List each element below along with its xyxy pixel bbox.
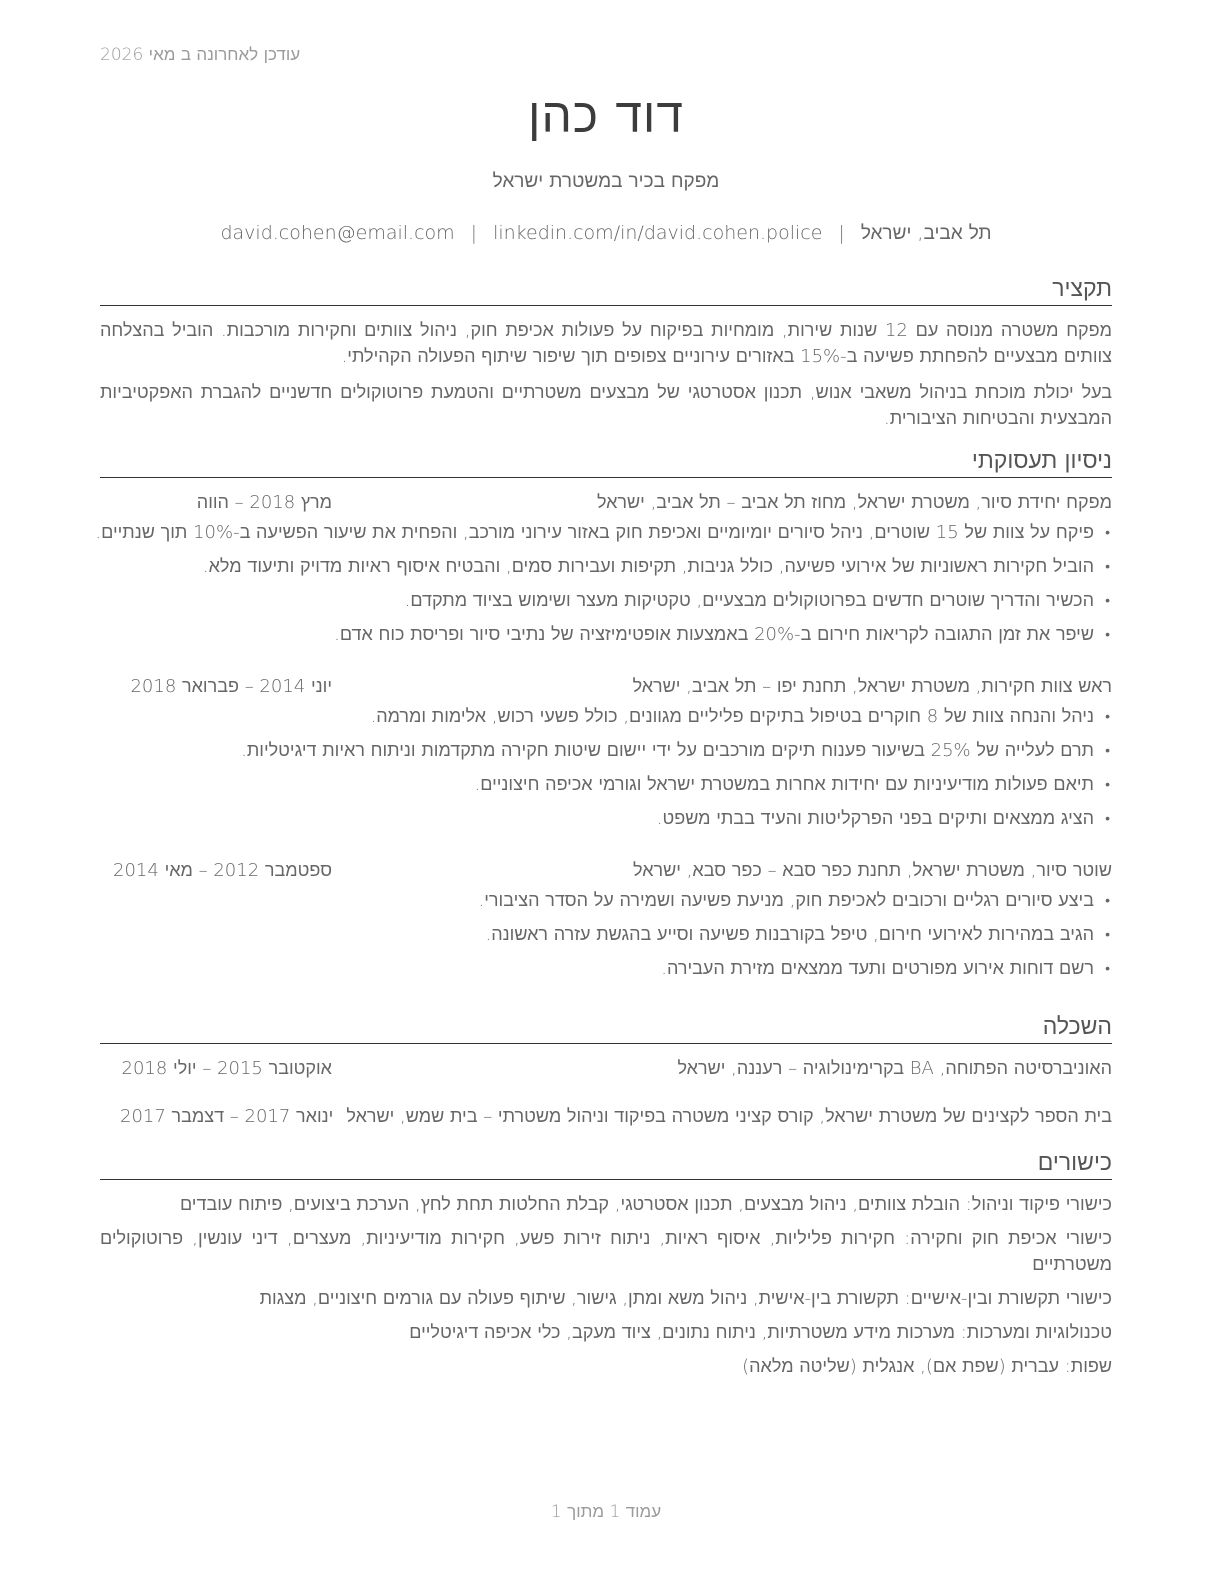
job-entry xyxy=(100,858,1112,982)
education-institution: בית הספר לקצינים של משטרת ישראל, קורס קציני משטרה בפיקוד וניהול משטרתי – בית שמש, ישראל xyxy=(346,1106,1112,1127)
experience-section xyxy=(95,447,1112,990)
bullet-text: הציג ממצאים ותיקים בפני הפרקליטות והעיד בבתי משפט. xyxy=(656,808,1094,829)
skills-section xyxy=(100,1149,1112,1388)
job-header xyxy=(100,674,1112,700)
candidate-name: דוד כהן xyxy=(527,88,684,144)
bullet-dot: • xyxy=(1105,709,1110,725)
bullet-dot: • xyxy=(1105,743,1110,759)
summary-heading: תקציר xyxy=(100,275,1112,306)
bullet-item xyxy=(100,588,1112,614)
resume-page xyxy=(95,0,1113,1584)
job-position: ראש צוות חקירות, משטרת ישראל, תחנת יפו – תל אביב, ישראל xyxy=(632,676,1112,697)
bullet-dot: • xyxy=(1105,777,1110,793)
page-number: עמוד 1 מתוך 1 xyxy=(550,1502,662,1522)
job-dates: יוני 2014 – פברואר 2018 xyxy=(130,676,332,697)
bullet-text: הגיב במהירות לאירועי חירום, טיפל בקורבנות פשיעה וסייע בהגשת עזרה ראשונה. xyxy=(485,924,1094,945)
bullet-text: ניהל והנחה צוות של 8 חוקרים בטיפול בתיקים פליליים מגוונים, כולל פשעי רכוש, אלימות ומרמה. xyxy=(370,706,1094,727)
bullet-dot: • xyxy=(1105,525,1110,541)
job-header xyxy=(100,490,1112,516)
bullet-text: תיאם פעולות מודיעיניות עם יחידות אחרות במשטרת ישראל וגורמי אכיפה חיצוניים. xyxy=(474,774,1094,795)
bullet-item xyxy=(100,738,1112,764)
job-bullets xyxy=(100,888,1112,982)
bullet-item xyxy=(100,772,1112,798)
bullet-item xyxy=(100,704,1112,730)
bullet-dot: • xyxy=(1105,811,1110,827)
job-bullets xyxy=(95,520,1112,648)
education-heading: השכלה xyxy=(100,1013,1112,1044)
bullet-text: שיפר את זמן התגובה לקריאות חירום ב-20% באמצעות אופטימיזציה של נתיבי סיור ופריסת כוח אדם. xyxy=(334,624,1094,645)
bullet-dot: • xyxy=(1105,559,1110,575)
job-header xyxy=(100,858,1112,884)
location: תל אביב, ישראל xyxy=(860,222,992,244)
bullet-dot: • xyxy=(1105,627,1110,643)
education-dates: אוקטובר 2015 – יולי 2018 xyxy=(121,1058,332,1079)
job-dates: ספטמבר 2012 – מאי 2014 xyxy=(113,860,332,881)
job-entry xyxy=(95,490,1112,648)
contact-separator: | xyxy=(470,222,478,244)
education-entry xyxy=(100,1104,1112,1130)
summary-paragraph: מפקח משטרה מנוסה עם 12 שנות שירות, מומחיות בפיקוח על פעולות אכיפת חוק, ניהול צוותים וחקירות מורכבות. הוביל בהצלחה צוותים מבצעיים להפחתת פשיעה ב-15% באזורים עירוניים צפופים תוך שיפור שיתוף הפעולה הקהילתי. xyxy=(100,320,1113,367)
bullet-item xyxy=(100,806,1112,832)
last-updated: עודכן לאחרונה ב מאי 2026 xyxy=(100,45,301,65)
skill-line: שפות: עברית (שפת אם), אנגלית (שליטה מלאה) xyxy=(742,1356,1112,1377)
bullet-item xyxy=(100,922,1112,948)
education-institution: האוניברסיטה הפתוחה, BA בקרימינולוגיה – רעננה, ישראל xyxy=(677,1058,1112,1079)
bullet-dot: • xyxy=(1105,961,1110,977)
summary-section xyxy=(100,275,1112,432)
bullet-dot: • xyxy=(1105,893,1110,909)
bullet-text: פיקח על צוות של 15 שוטרים, ניהל סיורים יומיומיים ואכיפת חוק באזור עירוני מורכב, והפחית את שיעור הפשיעה ב-10% תוך שנתיים. xyxy=(95,522,1094,543)
bullet-text: ביצע סיורים רגליים ורכובים לאכיפת חוק, מניעת פשיעה ושמירה על הסדר הציבורי. xyxy=(478,890,1094,911)
candidate-title: מפקח בכיר במשטרת ישראל xyxy=(492,170,720,192)
skill-line: טכנולוגיות ומערכות: מערכות מידע משטרתיות, ניתוח נתונים, ציוד מעקב, כלי אכיפה דיגיטליים xyxy=(409,1322,1112,1343)
email-link[interactable]: david.cohen@email.com xyxy=(220,222,455,244)
bullet-item xyxy=(100,956,1112,982)
skills-heading: כישורים xyxy=(100,1149,1112,1180)
job-position: שוטר סיור, משטרת ישראל, תחנת כפר סבא – כפר סבא, ישראל xyxy=(633,860,1112,881)
bullet-text: הוביל חקירות ראשוניות של אירועי פשיעה, כולל גניבות, תקיפות ועבירות סמים, והבטיח איסוף ראיות מדויק ותיעוד מלא. xyxy=(202,556,1094,577)
bullet-item xyxy=(100,888,1112,914)
skill-line: כישורי אכיפת חוק וחקירה: חקירות פליליות, איסוף ראיות, ניתוח זירות פשע, חקירות מודיעיניות, מעצרים, דיני עונשין, פרוטוקולים משטרתיים xyxy=(100,1228,1112,1275)
job-bullets xyxy=(100,704,1112,832)
bullet-text: רשם דוחות אירוע מפורטים ותעד ממצאים מזירת העבירה. xyxy=(661,958,1094,979)
bullet-item xyxy=(95,520,1112,546)
bullet-text: תרם לעלייה של 25% בשיעור פענוח תיקים מורכבים על ידי יישום שיטות חקירה מתקדמות וניתוח ראיות דיגיטליות. xyxy=(241,740,1094,761)
contact-line xyxy=(100,222,1112,245)
education-dates: ינואר 2017 – דצמבר 2017 xyxy=(120,1106,334,1127)
bullet-item xyxy=(100,622,1112,648)
bullet-item xyxy=(100,554,1112,580)
bullet-text: הכשיר והדריך שוטרים חדשים בפרוטוקולים מבצעיים, טקטיקות מעצר ושימוש בציוד מתקדם. xyxy=(404,590,1094,611)
contact-separator: | xyxy=(838,222,845,244)
education-entry xyxy=(100,1056,1112,1082)
job-entry xyxy=(100,674,1112,832)
bullet-dot: • xyxy=(1105,593,1110,609)
linkedin-link[interactable]: linkedin.com/in/david.cohen.police xyxy=(493,222,823,244)
bullet-dot: • xyxy=(1105,927,1110,943)
summary-paragraph: בעל יכולת מוכחת בניהול משאבי אנוש, תכנון אסטרטגי של מבצעים משטרתיים והטמעת פרוטוקולים חדשניים להגברת האפקטיביות המבצעית והבטיחות הציבורית. xyxy=(100,382,1112,429)
job-dates: מרץ 2018 – הווה xyxy=(196,492,332,513)
job-position: מפקח יחידת סיור, משטרת ישראל, מחוז תל אביב – תל אביב, ישראל xyxy=(596,492,1112,513)
skill-line: כישורי פיקוד וניהול: הובלת צוותים, ניהול מבצעים, תכנון אסטרטגי, קבלת החלטות תחת לחץ, הערכת ביצועים, פיתוח עובדים xyxy=(179,1194,1112,1215)
experience-heading: ניסיון תעסוקתי xyxy=(100,447,1112,478)
skill-line: כישורי תקשורת ובין-אישיים: תקשורת בין-אישית, ניהול משא ומתן, גישור, שיתוף פעולה עם גורמים חיצוניים, מצגות xyxy=(259,1288,1112,1309)
education-section xyxy=(100,1013,1112,1130)
